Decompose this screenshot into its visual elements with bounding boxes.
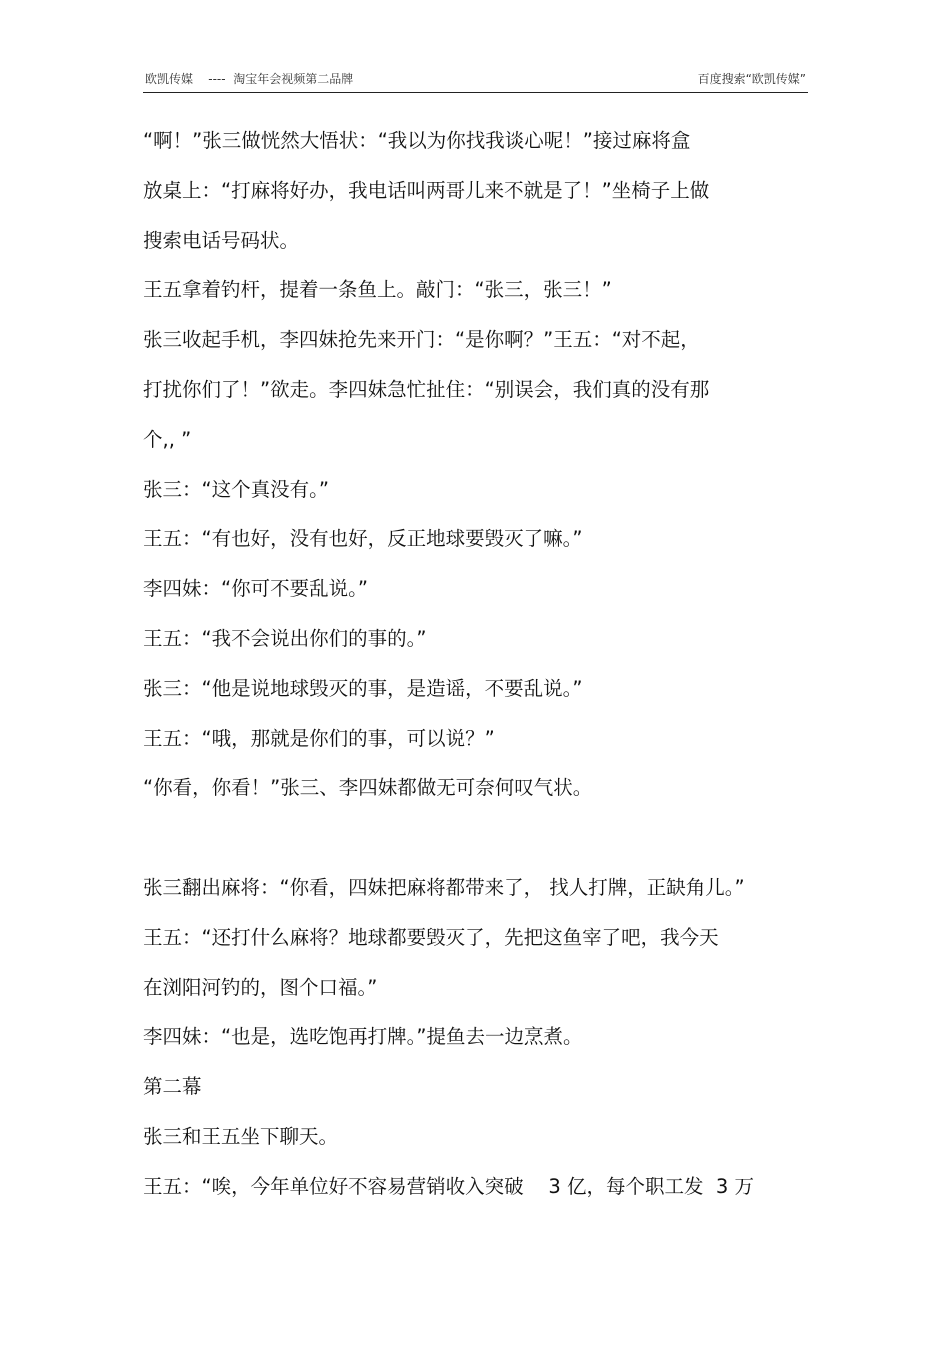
text-line: 王五拿着钓杆，提着一条鱼上。敲门：“张三，张三！”: [143, 278, 612, 302]
header-brand-text: 欧凯传媒 ---- 淘宝年会视频第二品牌: [145, 72, 354, 86]
text-line: 搜索电话号码状。: [143, 228, 300, 252]
text-line: 张三收起手机，李四妹抢先来开门：“是你啊？”王五：“对不起，: [143, 328, 700, 352]
text-line: “啊！”张三做恍然大悟状：“我以为你找我谈心呢！”接过麻将盒: [143, 129, 691, 152]
text-line: “你看，你看！”张三、李四妹都做无可奈何叹气状。: [143, 776, 593, 800]
text-line: 在浏阳河钓的，图个口福。”: [143, 975, 378, 999]
text-line: 王五：“有也好，没有也好，反正地球要毁灭了嘛。”: [143, 527, 583, 551]
page-header: [143, 64, 808, 93]
text-line: 王五：“我不会说出你们的事的。”: [143, 626, 427, 650]
text-line: 个,, ”: [143, 427, 192, 451]
document-body: [143, 116, 813, 1212]
header-search-hint: 百度搜索“欧凯传媒”: [697, 72, 806, 86]
blank-line: [143, 813, 813, 863]
text-line: 打扰你们了！”欲走。李四妹急忙扯住：“别误会，我们真的没有那: [143, 377, 710, 401]
text-line: 张三：“这个真没有。”: [143, 477, 329, 501]
text-line: 李四妹：“你可不要乱说。”: [143, 577, 368, 601]
text-line: 放桌上：“打麻将好办，我电话叫两哥儿来不就是了！”坐椅子上做: [143, 178, 710, 202]
text-line: 张三翻出麻将：“你看，四妹把麻将都带来了， 找人打牌，正缺角儿。”: [143, 875, 745, 899]
text-line: 王五：“唉，今年单位好不容易营销收入突破 3 亿，每个职工发 3 万: [143, 1174, 755, 1198]
text-line: 王五：“哦，那就是你们的事，可以说？”: [143, 726, 495, 750]
text-line: 李四妹：“也是，选吃饱再打牌。”提鱼去一边烹煮。: [143, 1025, 583, 1049]
text-line: 张三和王五坐下聊天。: [143, 1124, 339, 1148]
text-line: 王五：“还打什么麻将？地球都要毁灭了，先把这鱼宰了吧，我今天: [143, 925, 719, 949]
text-line: 张三：“他是说地球毁灭的事，是造谣，不要乱说。”: [143, 676, 583, 700]
scene-heading: 第二幕: [143, 1075, 202, 1099]
